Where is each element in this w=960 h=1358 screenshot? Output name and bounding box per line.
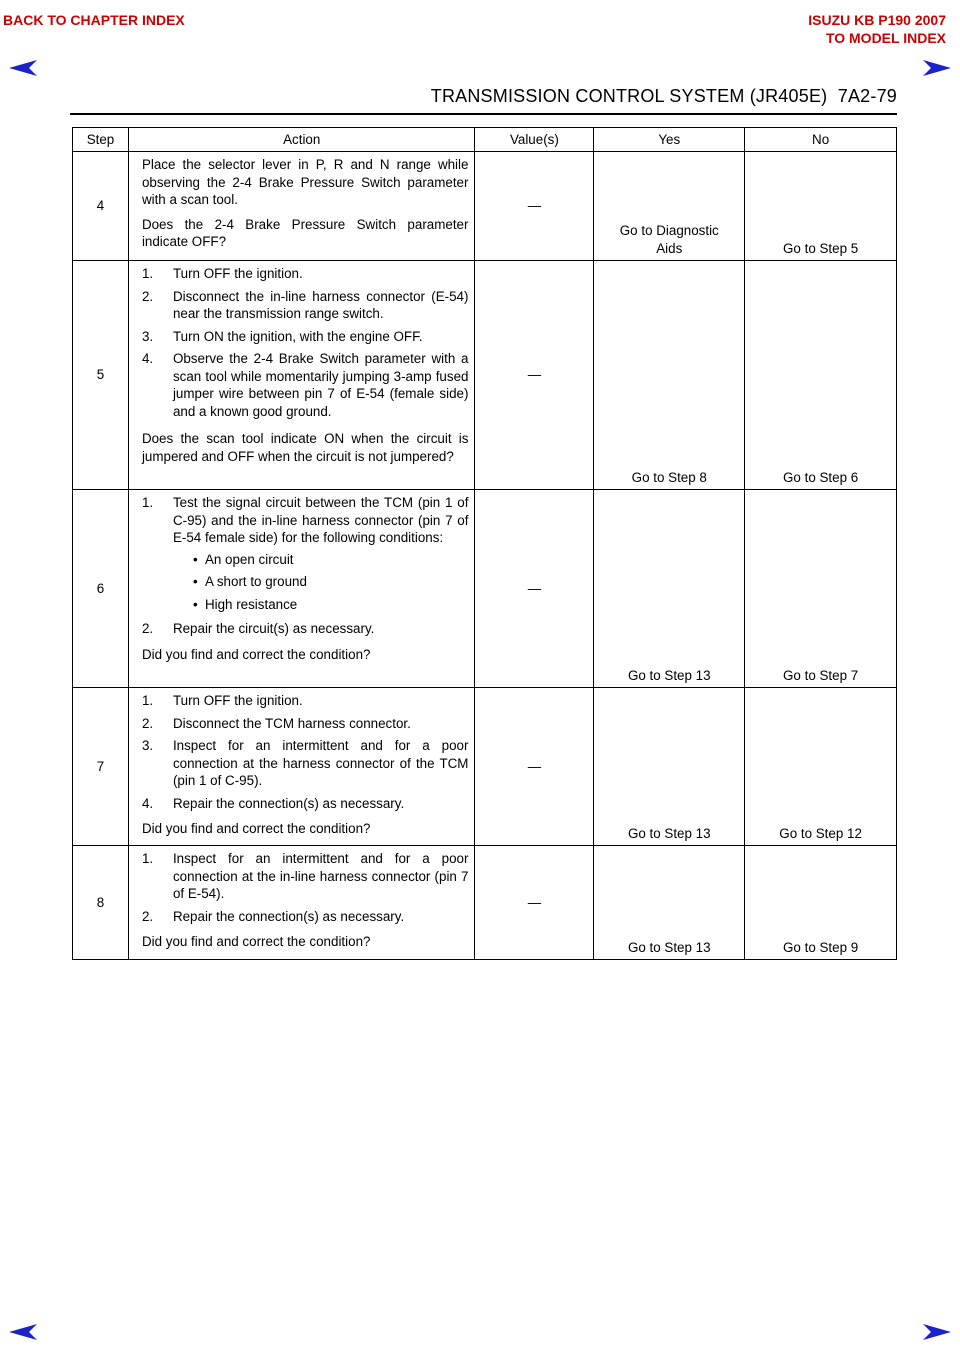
no-cell: Go to Step 9 <box>745 846 897 960</box>
list-item-number: 2. <box>141 715 154 731</box>
list-item-number: 4. <box>141 351 154 366</box>
list-item <box>142 328 469 346</box>
value-cell: — <box>475 688 594 846</box>
list-item-text: Repair the connection(s) as necessary. <box>172 795 405 811</box>
condition-list <box>173 551 469 614</box>
list-item-text: Repair the connection(s) as necessary. <box>172 908 405 924</box>
list-item-text: Repair the circuit(s) as necessary. <box>172 621 375 636</box>
list-item <box>142 715 469 733</box>
list-item-number: 1. <box>141 693 154 708</box>
list-item-text: Disconnect the TCM harness connector. <box>172 715 411 731</box>
section-title: TRANSMISSION CONTROL SYSTEM (JR405E) <box>430 86 828 106</box>
no-cell: Go to Step 5 <box>745 152 897 261</box>
value-cell: — <box>475 261 594 490</box>
list-item <box>142 692 469 710</box>
table-row <box>73 688 897 846</box>
action-cell <box>128 261 475 490</box>
action-cell <box>128 152 475 261</box>
procedure-list <box>142 850 469 925</box>
procedure-list <box>142 692 469 812</box>
list-item-number: 3. <box>141 328 154 344</box>
procedure-list <box>142 265 469 420</box>
page-number: 7A2-79 <box>837 86 897 106</box>
list-item-number: 1. <box>141 851 154 866</box>
no-cell: Go to Step 12 <box>745 688 897 846</box>
list-item <box>142 494 469 618</box>
action-question: Does the 2-4 Brake Pressure Switch parameter indicate OFF? <box>141 216 469 249</box>
action-question: Does the scan tool indicate ON when the circuit is jumpered and OFF when the circuit is not jumpered? <box>141 431 469 464</box>
list-item-text: Turn OFF the ignition. <box>172 693 303 708</box>
list-item-text: Turn OFF the ignition. <box>172 266 303 281</box>
model-index-block <box>808 11 946 47</box>
column-header-step: Step <box>73 128 129 152</box>
table-row <box>73 846 897 960</box>
table-row <box>73 261 897 490</box>
list-item-number: 4. <box>141 795 154 811</box>
table-header-row <box>73 128 897 152</box>
value-cell: — <box>475 152 594 261</box>
list-item-text: Disconnect the in-line harness connector (E-54) near the transmission range switch. <box>172 288 469 321</box>
column-header-yes: Yes <box>594 128 745 152</box>
list-item-number: 2. <box>141 621 154 636</box>
action-question: Did you find and correct the condition? <box>141 934 371 949</box>
diagnostic-table <box>72 127 897 960</box>
list-item <box>142 795 469 813</box>
action-cell <box>128 490 475 688</box>
list-item-text: Observe the 2-4 Brake Switch parameter with a scan tool while momentarily jumping 3-amp fused jumper wire between pin 7 of E-54 (female side) and a known good ground. <box>172 351 469 419</box>
yes-cell: Go to Step 8 <box>594 261 745 490</box>
column-header-values: Value(s) <box>475 128 594 152</box>
list-item-number: 3. <box>141 738 154 753</box>
action-cell <box>128 688 475 846</box>
action-intro: Place the selector lever in P, R and N range while observing the 2-4 Brake Pressure Switch parameter with a scan tool. <box>141 157 469 207</box>
action-cell <box>128 846 475 960</box>
yes-cell: Go to Step 13 <box>594 490 745 688</box>
step-number: 6 <box>73 490 129 688</box>
no-cell: Go to Step 7 <box>745 490 897 688</box>
action-question: Did you find and correct the condition? <box>141 646 371 662</box>
yes-cell: Go to Step 13 <box>594 688 745 846</box>
list-item <box>142 350 469 420</box>
action-question: Did you find and correct the condition? <box>141 821 371 836</box>
column-header-no: No <box>745 128 897 152</box>
column-header-action: Action <box>128 128 475 152</box>
value-cell: — <box>475 846 594 960</box>
list-item-body <box>173 494 469 618</box>
list-item <box>142 737 469 790</box>
list-item <box>142 265 469 283</box>
step-number: 7 <box>73 688 129 846</box>
list-item-text: Inspect for an intermittent and for a poor connection at the harness connector of the TCM (pin 1 of C-95). <box>172 738 469 788</box>
condition-item: • A short to ground <box>173 573 469 591</box>
condition-item: • High resistance <box>173 596 469 614</box>
header-rule <box>70 113 897 115</box>
table-row <box>73 490 897 688</box>
previous-page-arrow-icon[interactable] <box>8 1323 38 1341</box>
value-cell: — <box>475 490 594 688</box>
list-item-number: 1. <box>141 495 154 510</box>
list-item-number: 2. <box>141 288 154 304</box>
list-item-text: Test the signal circuit between the TCM (pin 1 of C-95) and the in-line harness connector (pin 7 of E-54 female side) for the following conditions: <box>172 495 469 545</box>
back-to-chapter-index-link[interactable]: BACK TO CHAPTER INDEX <box>3 12 185 28</box>
next-page-arrow-icon[interactable] <box>922 59 952 77</box>
step-number: 4 <box>73 152 129 261</box>
next-page-arrow-icon[interactable] <box>922 1323 952 1341</box>
list-item-text: Inspect for an intermittent and for a poor connection at the in-line harness connector (pin 7 of E-54). <box>172 851 469 901</box>
to-model-index-link[interactable]: TO MODEL INDEX <box>825 30 946 46</box>
page-header <box>70 86 897 107</box>
list-item-text: Turn ON the ignition, with the engine OFF. <box>172 328 423 344</box>
list-item-number: 2. <box>141 908 154 924</box>
procedure-list <box>142 494 469 638</box>
yes-text: Go to Diagnostic Aids <box>619 223 719 256</box>
model-title-link[interactable]: ISUZU KB P190 2007 <box>808 12 946 28</box>
list-item <box>142 850 469 903</box>
list-item <box>142 620 469 638</box>
list-item <box>142 908 469 926</box>
table-row <box>73 152 897 261</box>
list-item-number: 1. <box>141 266 154 281</box>
step-number: 8 <box>73 846 129 960</box>
yes-cell <box>594 152 745 261</box>
no-cell: Go to Step 6 <box>745 261 897 490</box>
previous-page-arrow-icon[interactable] <box>8 59 38 77</box>
condition-item: • An open circuit <box>173 551 469 569</box>
list-item <box>142 288 469 323</box>
yes-cell: Go to Step 13 <box>594 846 745 960</box>
step-number: 5 <box>73 261 129 490</box>
